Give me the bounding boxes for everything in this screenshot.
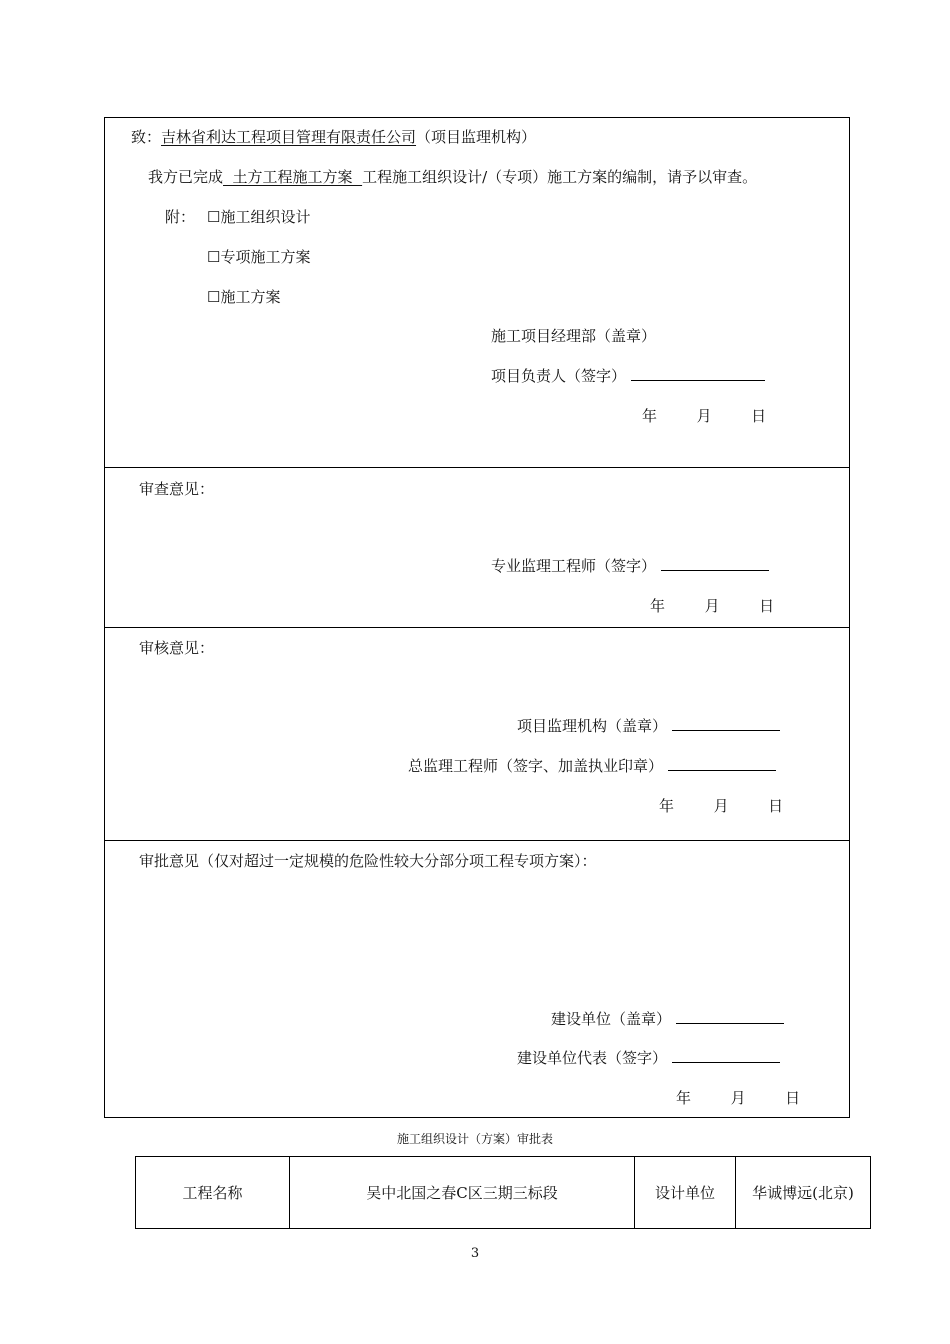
project-manager-label: 项目负责人（签字） <box>491 367 627 385</box>
review-signature <box>491 556 769 576</box>
audit-org-label: 项目监理机构（盖章） <box>517 717 668 735</box>
approval-form <box>104 117 850 1118</box>
statement-line <box>148 167 757 187</box>
attachment-special-plan: ☐专项施工方案 <box>207 248 311 266</box>
date-month: 月 <box>704 597 720 615</box>
audit-chief-label: 总监理工程师（签字、加盖执业印章） <box>408 757 664 775</box>
date-month: 月 <box>730 1089 746 1107</box>
approval-rep-label: 建设单位代表（签字） <box>517 1049 668 1067</box>
signature-line <box>661 556 769 571</box>
to-prefix: 致： <box>131 128 162 146</box>
audit-org-seal <box>517 716 780 736</box>
addressee-line <box>131 127 536 147</box>
date-year: 年 <box>659 797 675 815</box>
plan-name: 土方工程施工方案 <box>223 168 363 186</box>
submission-section <box>105 118 849 468</box>
statement-suffix: 工程施工组织设计/（专项）施工方案的编制，请予以审查。 <box>362 168 758 186</box>
table-row <box>136 1157 871 1229</box>
signature-line <box>631 366 765 381</box>
page-number: 3 <box>470 1246 480 1261</box>
approval-section <box>105 841 849 1117</box>
approval-label: 审批意见（仅对超过一定规模的危险性较大分部分项工程专项方案）： <box>139 852 597 870</box>
audit-section <box>105 628 849 841</box>
signature-line <box>676 1009 784 1024</box>
project-manager-signature <box>491 366 765 386</box>
attachment-construction-design: ☐施工组织设计 <box>207 208 311 226</box>
signature-line <box>672 1048 780 1063</box>
date-month: 月 <box>696 407 712 425</box>
date-month: 月 <box>713 797 729 815</box>
contractor-dept-seal: 施工项目经理部（盖章） <box>491 327 657 345</box>
attachments-label: 附： <box>165 208 196 226</box>
project-name-value: 吴中北国之春C区三期三标段 <box>290 1157 635 1229</box>
table-caption: 施工组织设计（方案）审批表 <box>396 1132 553 1146</box>
date-year: 年 <box>650 597 666 615</box>
approval-rep-signature <box>517 1048 780 1068</box>
approval-unit-seal <box>551 1009 784 1029</box>
date-year: 年 <box>642 407 658 425</box>
audit-label: 审核意见： <box>139 639 215 657</box>
date-line <box>650 596 774 616</box>
review-signer-label: 专业监理工程师（签字） <box>491 557 657 575</box>
design-unit-label: 设计单位 <box>635 1157 736 1229</box>
statement-prefix: 我方已完成 <box>148 168 224 186</box>
to-suffix: （项目监理机构） <box>416 128 537 146</box>
approval-unit-label: 建设单位（盖章） <box>551 1010 672 1028</box>
project-name-label: 工程名称 <box>136 1157 290 1229</box>
date-day: 日 <box>751 407 767 425</box>
review-section <box>105 468 849 628</box>
date-day: 日 <box>785 1089 801 1107</box>
date-line <box>659 796 783 816</box>
date-line <box>676 1088 800 1108</box>
audit-chief-signature <box>408 756 776 776</box>
review-label: 审查意见： <box>139 480 215 498</box>
date-day: 日 <box>768 797 784 815</box>
to-company: 吉林省利达工程项目管理有限责任公司 <box>161 128 417 146</box>
date-line <box>642 406 766 426</box>
project-info-table <box>135 1156 871 1229</box>
attachment-construction-plan: ☐施工方案 <box>207 288 281 306</box>
date-day: 日 <box>759 597 775 615</box>
signature-line <box>672 716 780 731</box>
date-year: 年 <box>676 1089 692 1107</box>
design-unit-value: 华诚博远(北京) <box>736 1157 871 1229</box>
signature-line <box>668 756 776 771</box>
